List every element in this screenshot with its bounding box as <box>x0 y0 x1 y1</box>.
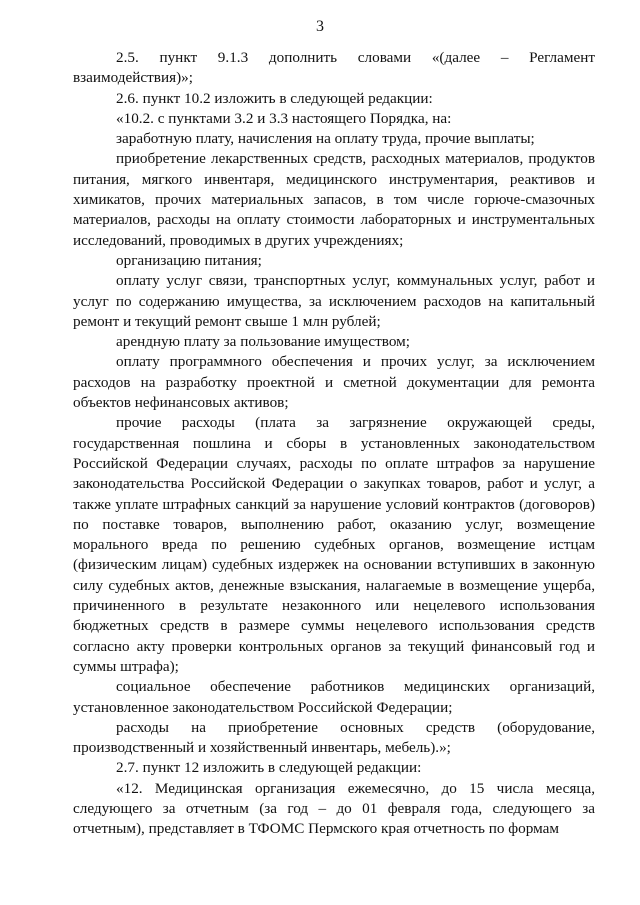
paragraph-2-5: 2.5. пункт 9.1.3 дополнить словами «(далее – Регламент взаимодействия)»; <box>73 49 595 87</box>
paragraph-catering: организацию питания; <box>116 251 262 269</box>
paragraph-12: «12. Медицинская организация ежемесячно, до 15 числа месяца, следующего за отчетным (за год – до 01 февраля года, следующего за отчетным), представляет в ТФОМС Пермского края отчетность по формам <box>73 779 595 838</box>
paragraph-2-7: 2.7. пункт 12 изложить в следующей редакции: <box>116 759 422 777</box>
paragraph-2-6: 2.6. пункт 10.2 изложить в следующей редакции: <box>116 89 433 107</box>
paragraph-social-security: социальное обеспечение работников медицинских организаций, установленное законодательством Российской Федерации; <box>73 678 595 716</box>
paragraph-supplies: приобретение лекарственных средств, расходных материалов, продуктов питания, мягкого инвентаря, медицинского инструментария, реактивов и химикатов, прочих материальных запасов, в том числе горюче-смазочных материалов, расходы на оплату стоимости лабораторных и инструментальных исследований, проводимых в других учреждениях; <box>73 150 595 249</box>
page-number: 3 <box>316 18 324 35</box>
paragraph-fixed-assets: расходы на приобретение основных средств (оборудование, производственный и хозяйственный инвентарь, мебель).»; <box>73 718 595 757</box>
paragraph-software: оплату программного обеспечения и прочих услуг, за исключением расходов на разработку проектной и сметной документации для ремонта объектов нефинансовых активов; <box>73 353 595 412</box>
paragraph-salary: заработную плату, начисления на оплату труда, прочие выплаты; <box>116 130 535 148</box>
paragraph-10-2: «10.2. с пунктами 3.2 и 3.3 настоящего Порядка, на: <box>116 109 452 127</box>
document-body <box>73 48 595 840</box>
paragraph-other-expenses: прочие расходы (плата за загрязнение окружающей среды, государственная пошлина и сборы в установленных законодательством Российской Федерации случаях, расходы по оплате штрафов за нарушение законодательства Российской Федерации о закупках товаров, работ и услуг, а также уплате штрафных санкций за нарушение условий контрактов (договоров) по поставке товаров, выполнению работ, оказанию услуг, возмещение морального вреда по решению судебных органов, возмещение истцам (физическим лицам) судебных издержек на основании вступивших в законную силу судебных актов, денежные взыскания, налагаемые в возмещение ущерба, причиненного в результате незаконного или нецелевого использования бюджетных средств в размере суммы нецелевого использования средств согласно акту проверки контрольных органов за текущий финансовый год и суммы штрафа); <box>73 414 595 675</box>
paragraph-rent: арендную плату за пользование имуществом; <box>116 333 410 351</box>
paragraph-services: оплату услуг связи, транспортных услуг, коммунальных услуг, работ и услуг по содержанию имущества, за исключением расходов на капитальный ремонт и текущий ремонт свыше 1 млн рублей; <box>73 272 595 330</box>
